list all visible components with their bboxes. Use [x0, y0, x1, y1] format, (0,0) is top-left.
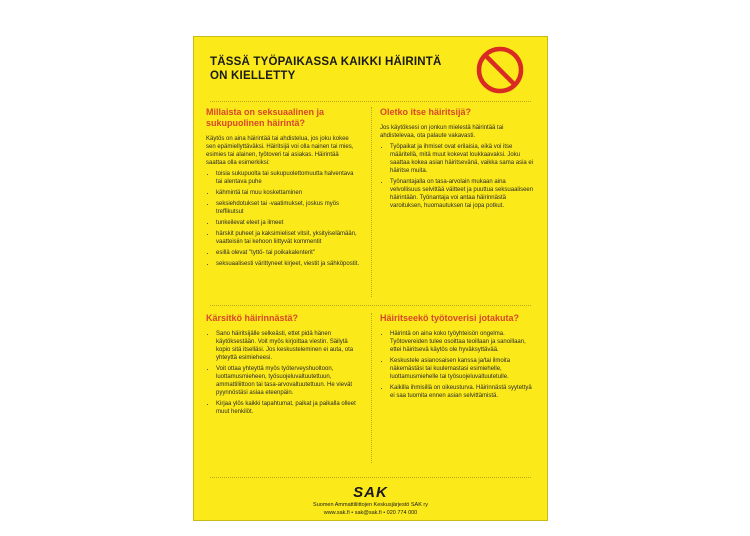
list-item: • Sano häiritsijälle selkeästi, ettet pidä hänen käytöksestään. Voit myös kirjoittaa viestin. Säilytä kopio sitä itselläsi. Jos keskusteleminen ei auta, ota yhteyttä esimieheesi. — [216, 330, 360, 362]
list-item: • Työnantajalla on tasa-arvolain mukaan aina velvollisuus selvittää väitteet ja puuttua seksuaaliseen häirintään. Työnantaja voi antaa häirinnästä varoituksen, huomautuksen tai jopa potkut. — [390, 178, 534, 210]
list-item: • Kirjaa ylös kaikki tapahtumat, paikat ja paikalla olleet muut henkilöt. — [216, 400, 360, 416]
section-list — [380, 330, 534, 400]
section-list — [380, 143, 534, 210]
divider-bottom — [210, 477, 531, 478]
list-item: • esillä olevat "tyttö- tai poikakalenterit" — [216, 249, 360, 257]
footer — [194, 485, 547, 517]
list-item: • seksiehdotukset tai -vaatimukset, joskus myös treffikutsut — [216, 200, 360, 216]
list-item: • seksuaalisesti värittyneet kirjeet, viestit ja sähköpostit. — [216, 260, 360, 268]
divider-middle — [210, 305, 531, 306]
poster-title: TÄSSÄ TYÖPAIKASSA KAIKKI HÄIRINTÄ ON KIELLETTY — [210, 56, 442, 82]
section-heading: Oletko itse häiritsijä? — [380, 107, 472, 117]
list-item: • Keskustele asianosaisen kanssa ja/tai ilmoita näkemästäsi tai kuulemastasi esimiehelle, luottamusmiehelle tai työsuojeluvaltuutetulle. — [390, 357, 534, 381]
prohibition-sign-icon — [475, 45, 525, 95]
section-heading: Millaista on seksuaalinen ja sukupuolinen häirintä? — [206, 107, 325, 128]
section-intro: Jos käytöksesi on jonkun mielestä häirintää tai ahdistelevaa, ota palaute vakavasti. — [380, 125, 504, 139]
section-list — [206, 170, 360, 268]
section-heading: Kärsitkö häirinnästä? — [206, 313, 299, 323]
list-item: • Voit ottaa yhteyttä myös työterveyshuoltoon, luottamusmieheen, työsuojeluvaltuutettuun, ammattiliittoon tai tasa-arvovaltuutettuun. He vievät pyynnöstäsi asiaa eteenpäin. — [216, 365, 360, 397]
list-item: • Häirintä on aina koko työyhteisön ongelma. Työtovereiden tulee osoittaa teoillaan ja sanoillaan, ettei häiritsevä käytös ole hyväksyttävää. — [390, 330, 534, 354]
contact-info: www.sak.fi • sak@sak.fi • 020 774 000 — [323, 510, 418, 516]
list-item: • kähmintä tai muu koskettaminen — [216, 189, 360, 197]
list-item: • härskit puheet ja kaksimieliset vitsit, yksityiselämään, vaatteisiin tai kehoon liittyvät kommentit — [216, 230, 360, 246]
list-item: • tunkeilevat eleet ja ilmeet — [216, 219, 360, 227]
divider-top — [210, 101, 531, 102]
poster — [193, 36, 548, 521]
sak-logo: SAK — [353, 484, 388, 501]
column-divider-bottom — [371, 313, 372, 463]
section-suffering-harassment — [206, 313, 360, 419]
section-intro: Käytös on aina häirintää tai ahdistelua, jos joku kokee sen epämiellyttäväksi. Häiritsijä voi olla nainen tai mies, esimies tai alainen, työtoveri tai asiakas. Häirintää saattaa olla esimerkiksi: — [206, 136, 354, 166]
section-are-you-harasser — [380, 107, 534, 213]
section-list — [206, 330, 360, 416]
column-divider-top — [371, 107, 372, 297]
list-item: • Kaikilla ihmisillä on oikeusturva. Häirinnästä syytettyä ei saa tuomita ennen asian selvittämistä. — [390, 384, 534, 400]
list-item: • Työpaikat ja ihmiset ovat erilaisia, eikä voi itse määritellä, mitä muut kokevat loukkaavaksi. Joku saattaa kokea asian häiritsevänä, vaikka sama asia ei häiritse muita. — [390, 143, 534, 175]
section-heading: Häiritseekö työtoverisi jotakuta? — [380, 313, 520, 323]
section-what-is-harassment — [206, 107, 360, 271]
section-coworker-harassing — [380, 313, 534, 403]
list-item: • toisia sukupuolta tai sukupuolettomuutta halventava tai alentava puhe — [216, 170, 360, 186]
organization-name: Suomen Ammattiliittojen Keskusjärjestö SAK ry — [313, 502, 428, 508]
